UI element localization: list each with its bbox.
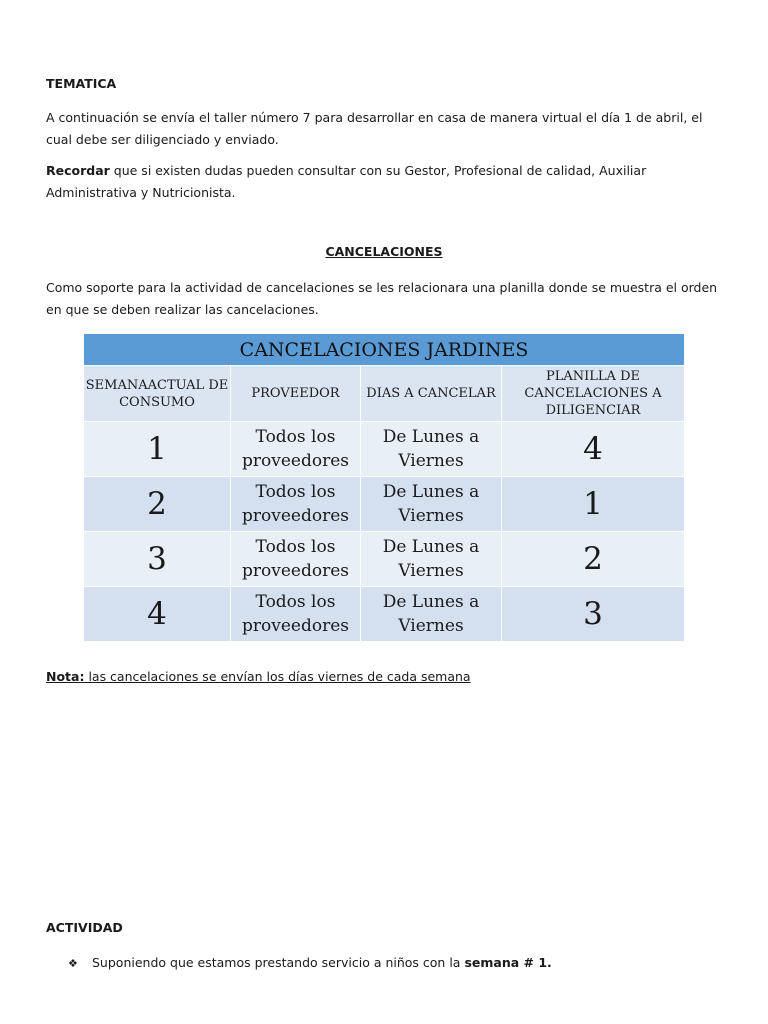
cancelaciones-table (83, 333, 685, 642)
cell-semana: 1 (84, 422, 231, 477)
cell-dias: De Lunes a Viernes (361, 587, 502, 642)
cell-proveedor: Todos los proveedores (231, 532, 361, 587)
recordar-paragraph (46, 160, 716, 204)
nota-text: las cancelaciones se envían los días viernes de cada semana (84, 669, 471, 684)
bullet-bold-text: semana # 1. (464, 955, 552, 970)
table-row (84, 422, 685, 477)
cancelaciones-heading: CANCELACIONES (325, 244, 443, 259)
header-dias: DIAS A CANCELAR (361, 366, 502, 422)
table-row (84, 587, 685, 642)
cell-dias: De Lunes a Viernes (361, 532, 502, 587)
intro-paragraph: A continuación se envía el taller número 7 para desarrollar en casa de manera virtual el día 1 de abril, el cual debe ser diligenciado y enviado. (46, 110, 703, 147)
header-semana: SEMANAACTUAL DE CONSUMO (84, 366, 231, 422)
cell-planilla: 3 (502, 587, 685, 642)
header-planilla: PLANILLA DE CANCELACIONES A DILIGENCIAR (502, 366, 685, 422)
recordar-text: que si existen dudas pueden consultar con su Gestor, Profesional de calidad, Auxiliar Administrativa y Nutricionista. (46, 163, 647, 200)
nota-line (46, 666, 471, 688)
recordar-label: Recordar (46, 163, 110, 178)
tematica-heading: TEMATICA (46, 76, 117, 91)
actividad-bullet-item (68, 952, 552, 975)
bullet-text: Suponiendo que estamos prestando servicio a niños con la (92, 955, 465, 970)
cell-semana: 3 (84, 532, 231, 587)
header-proveedor: PROVEEDOR (231, 366, 361, 422)
cell-planilla: 1 (502, 477, 685, 532)
nota-label: Nota: (46, 669, 85, 684)
cell-planilla: 2 (502, 532, 685, 587)
cell-semana: 2 (84, 477, 231, 532)
actividad-heading: ACTIVIDAD (46, 920, 123, 935)
table-row (84, 532, 685, 587)
table-title: CANCELACIONES JARDINES (84, 334, 685, 366)
cell-semana: 4 (84, 587, 231, 642)
cell-dias: De Lunes a Viernes (361, 477, 502, 532)
cell-proveedor: Todos los proveedores (231, 422, 361, 477)
table-row (84, 477, 685, 532)
cell-planilla: 4 (502, 422, 685, 477)
soporte-paragraph: Como soporte para la actividad de cancelaciones se les relacionara una planilla donde se muestra el orden en que se deben realizar las cancelaciones. (46, 280, 718, 317)
cell-proveedor: Todos los proveedores (231, 587, 361, 642)
cell-dias: De Lunes a Viernes (361, 422, 502, 477)
cell-proveedor: Todos los proveedores (231, 477, 361, 532)
diamond-bullet-icon: ❖ (68, 957, 78, 970)
